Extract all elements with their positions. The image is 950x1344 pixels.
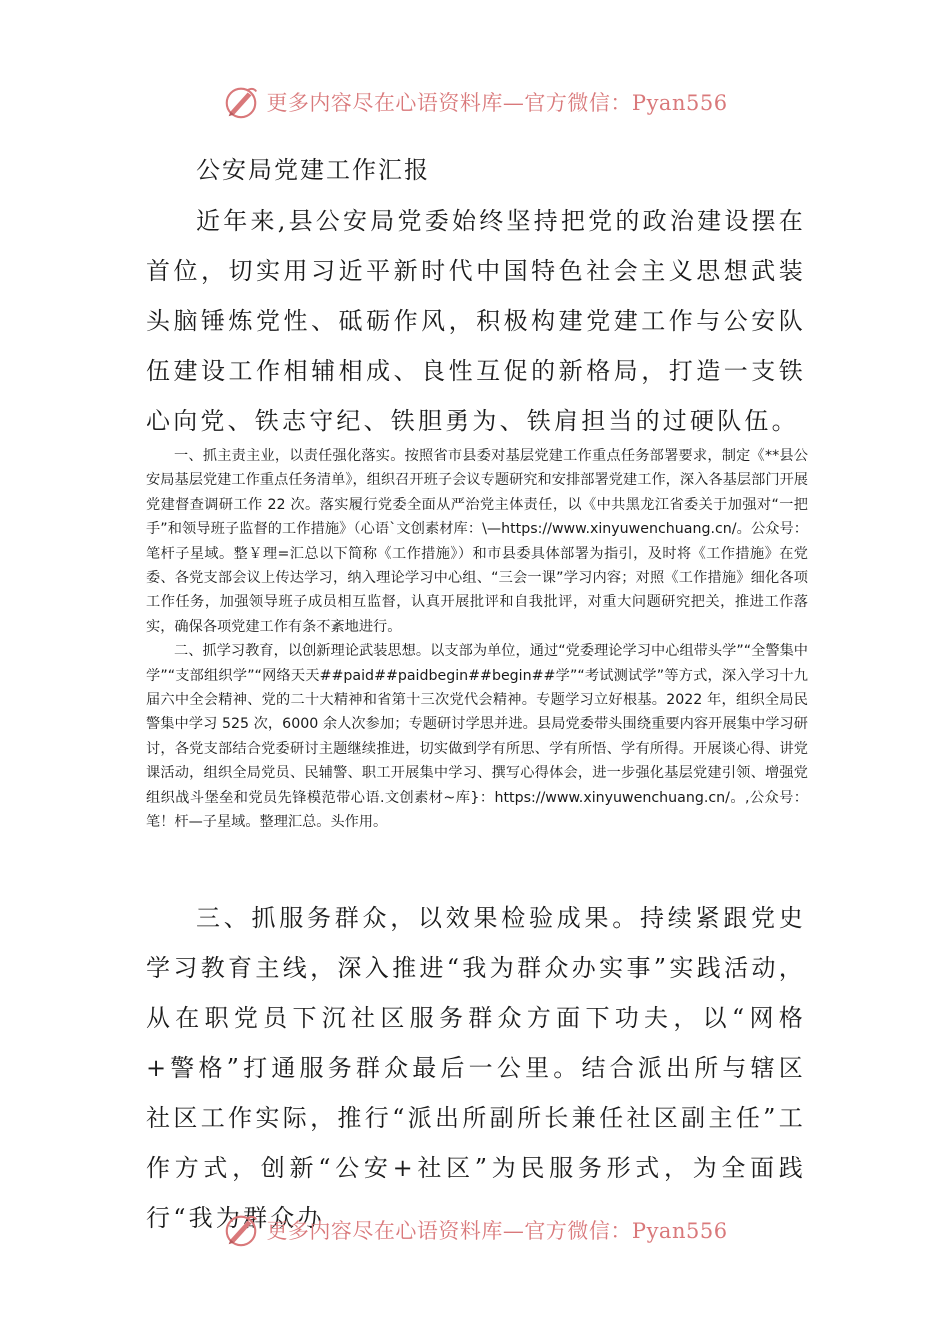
header-watermark-banner (0, 80, 950, 124)
section-two-paragraph: 二、抓学习教育，以创新理论武装思想。以支部为单位，通过“党委理论学习中心组带头学”“全警集中学”“支部组织学”“网络天天##paid##paidbegin##begin##学”“考试测试学”等方式，深入学习十九届六中全会精神、党的二十大精神和省第十三次党代会精神。专题学习立好根基。2022 年，组织全局民警集中学习 525 次，6000 余人次参加；专题研讨学思并进。县局党委带头围绕重要内容开展集中学习研讨，各党支部结合党委研讨主题继续推进，切实做到学有所思、学有所悟、学有所得。开展谈心得、讲党课活动，组织全局党员、民辅警、职工开展集中学习、撰写心得体会，进一步强化基层党建引领、增强党组织战斗堡垒和党员先锋模范带心语.文创素材~库}：https://www.xinyuwenchuang.cn/。,公众号：笔！杆—子星域。整理汇总。头作用。 (146, 643, 808, 831)
section-one-paragraph: 一、抓主责主业，以责任强化落实。按照省市县委对基层党建工作重点任务部署要求，制定《**县公安局基层党建工作重点任务清单》，组织召开班子会议专题研究和安排部署党建工作，深入各基层部门开展党建督查调研工作 22 次。落实履行党委全面从严治党主体责任，以《中共黑龙江省委关于加强对“一把手”和领导班子监督的工作措施》（心语`文创素材库：\—https://www.xinyuwenchuang.cn/。公众号：笔杆子星域。整￥理=汇总以下简称《工作措施》）和市县委具体部署为指引，及时将《工作措施》在党委、各党支部会议上传达学习，纳入理论学习中心组、“三会一课”学习内容；对照《工作措施》细化各项工作任务，加强领导班子成员相互监督，认真开展批评和自我批评，对重大问题研究把关，推进工作落实，确保各项党建工作有条不紊地进行。 (146, 448, 808, 635)
intro-paragraph: 近年来,县公安局党委始终坚持把党的政治建设摆在首位，切实用习近平新时代中国特色社会主义思想武装头脑锤炼党性、砥砺作风，积极构建党建工作与公安队伍建设工作相辅相成、良性互促的新格局，打造一支铁心向党、铁志守纪、铁胆勇为、铁肩担当的过硬队伍。 (146, 207, 806, 435)
section-three-paragraph: 三、抓服务群众，以效果检验成果。持续紧跟党史学习教育主线，深入推进“我为群众办实事”实践活动，从在职党员下沉社区服务群众方面下功夫，以“网格+警格”打通服务群众最后一公里。结合派出所与辖区社区工作实际，推行“派出所副所长兼任社区副主任”工作方式，创新“公安+社区”为民服务形式，为全面践行“我为群众办 (146, 904, 806, 1232)
small-text-section (146, 444, 808, 835)
watermark-text: 更多内容尽在心语资料库—官方微信：Pyan556 (266, 91, 728, 115)
document-title: 公安局党建工作汇报 (196, 156, 430, 184)
pen-logo-icon (222, 83, 260, 121)
watermark-text: 更多内容尽在心语资料库—官方微信：Pyan556 (266, 1219, 728, 1243)
pen-logo-icon (222, 1211, 260, 1249)
footer-watermark-banner (0, 1208, 950, 1252)
